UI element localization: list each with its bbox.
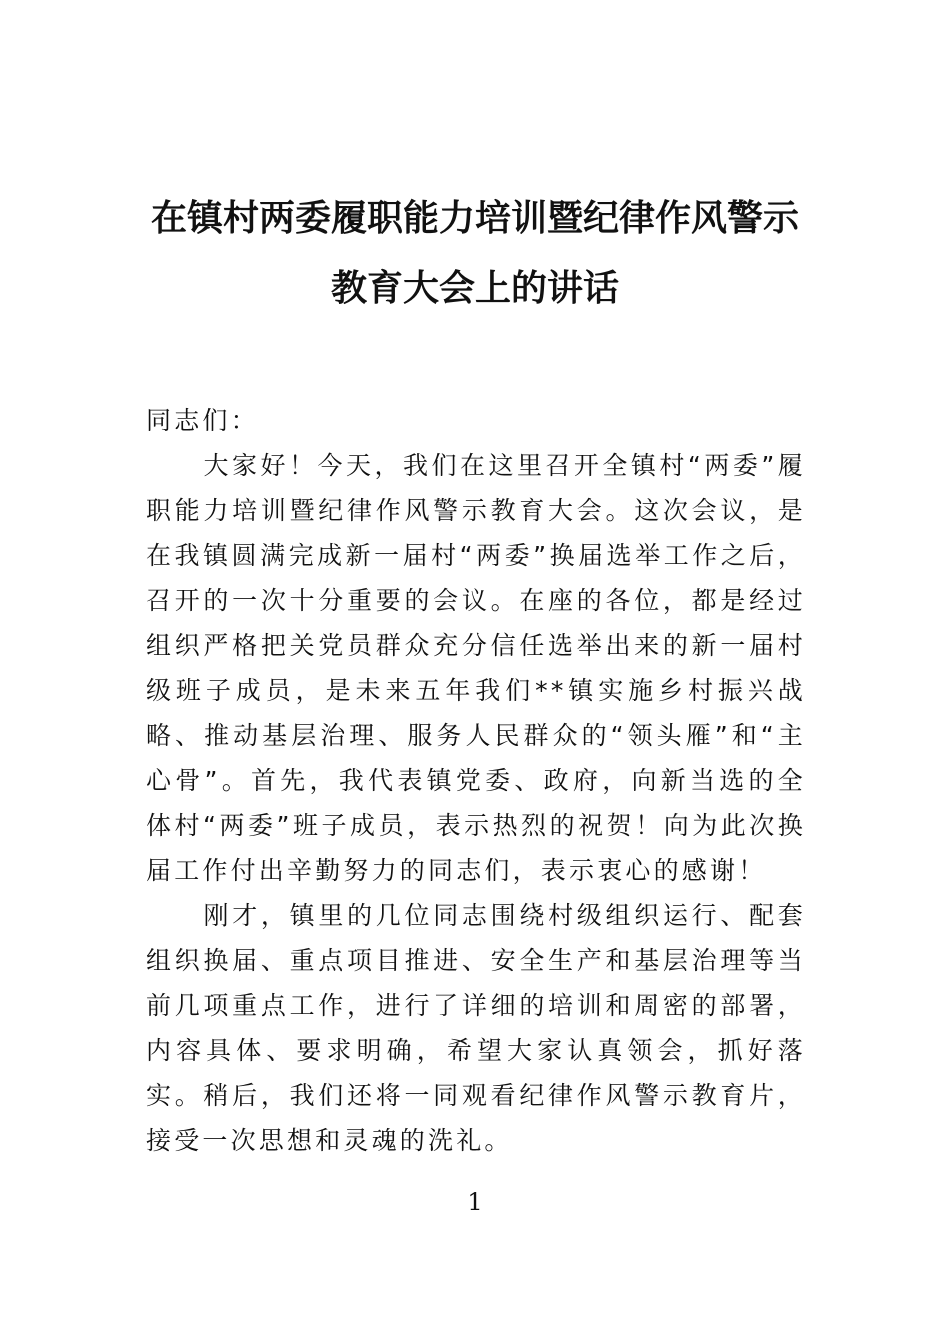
salutation: 同志们： [146, 406, 259, 435]
page-number: 1 [467, 1188, 483, 1216]
paragraph-1: 大家好！今天，我们在这里召开全镇村“两委”履职能力培训暨纪律作风警示教育大会。这次会议，是在我镇圆满完成新一届村“两委”换届选举工作之后，召开的一次十分重要的会议。在座的各位，都是经过组织严格把关党员群众充分信任选举出来的新一届村级班子成员，是未来五年我们**镇实施乡村振兴战略、推动基层治理、服务人民群众的“领头雁”和“主心骨”。首先，我代表镇党委、政府，向新当选的全体村“两委”班子成员，表示热烈的祝贺！向为此次换届工作付出辛勤努力的同志们，表示衷心的感谢！ [146, 451, 806, 885]
document-title-line-1: 在镇村两委履职能力培训暨纪律作风警示 [150, 197, 799, 239]
paragraph-2: 刚才，镇里的几位同志围绕村级组织运行、配套组织换届、重点项目推进、安全生产和基层治理等当前几项重点工作，进行了详细的培训和周密的部署，内容具体、要求明确，希望大家认真领会，抓好落实。稍后，我们还将一同观看纪律作风警示教育片，接受一次思想和灵魂的洗礼。 [146, 901, 806, 1155]
document-body [146, 398, 806, 1163]
document-title-line-2: 教育大会上的讲话 [330, 267, 619, 309]
